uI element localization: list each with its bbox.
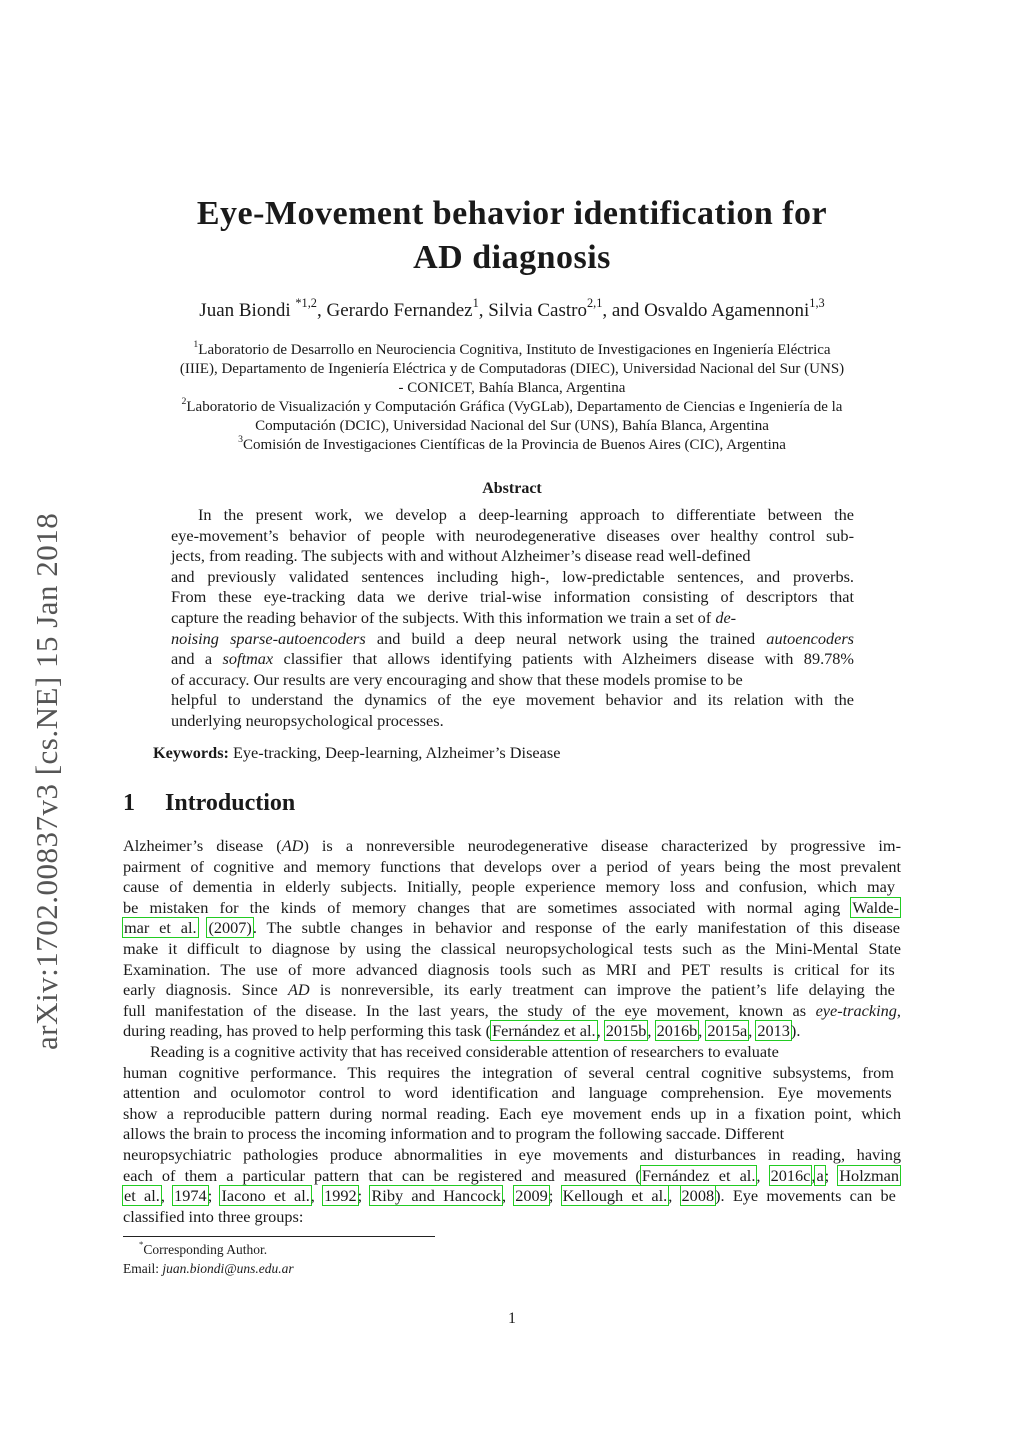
section-heading xyxy=(123,790,295,817)
citation-separator: , xyxy=(501,1186,515,1206)
citation-link[interactable]: 2016b xyxy=(656,1021,698,1041)
abstract-text: classifier that allows identifying patients with Alzheimers disease with 89.78% xyxy=(273,649,854,669)
body-emphasis: eye-tracking xyxy=(815,1000,897,1020)
section-title: Introduction xyxy=(165,790,296,816)
citation-link[interactable]: 2009 xyxy=(515,1186,548,1206)
body-line: neuropsychiatric pathologies produce abnormalities in eye movements and disturbances in reading, having xyxy=(123,1144,901,1164)
body-text: . The subtle changes in behavior and response of the early manifestation of this disease xyxy=(252,918,900,938)
citation-separator: ; xyxy=(548,1186,562,1206)
citation-link[interactable]: 2015a xyxy=(707,1021,748,1041)
citation-separator: , xyxy=(647,1021,656,1041)
abstract-line: helpful to understand the dynamics of the eye movement behavior and its relation with the xyxy=(171,690,854,710)
abstract-line: of accuracy. Our results are very encouraging and show that these models promise to be xyxy=(171,669,743,689)
citation-link[interactable]: a xyxy=(816,1165,824,1185)
affiliation-1-line-3: - CONICET, Bahía Blanca, Argentina xyxy=(398,380,626,396)
citation-separator: , xyxy=(698,1021,707,1041)
citation-link[interactable]: Holzman xyxy=(839,1165,899,1185)
author-1-affil: *1,2 xyxy=(295,295,317,310)
abstract-line: eye-movement’s behavior of people with neurodegenerative diseases over healthy control sub- xyxy=(171,525,854,545)
affiliation-1-marker: 1 xyxy=(193,338,199,350)
body-text: early diagnosis. Since xyxy=(123,980,288,1000)
body-line xyxy=(123,898,901,919)
body-line xyxy=(123,918,901,939)
abstract-emphasis: softmax xyxy=(222,649,274,669)
abstract-text: and a xyxy=(171,649,223,669)
abstract-line: underlying neuropsychological processes. xyxy=(171,710,444,730)
author-3: , Silvia Castro xyxy=(478,300,587,321)
abstract-line: In the present work, we develop a deep-learning approach to differentiate between the xyxy=(198,505,854,524)
affiliation-3 xyxy=(118,433,906,455)
body-line: attention and oculomotor control to word identification and language comprehension. Eye movements xyxy=(123,1083,892,1103)
abstract-emphasis: noising sparse-autoencoders xyxy=(171,628,366,648)
body-text: , xyxy=(896,1000,901,1020)
body-line: human cognitive performance. This requires the integration of several central cognitive subsystems, from xyxy=(123,1062,894,1082)
body-line: Reading is a cognitive activity that has received considerable attention of researchers to evaluate xyxy=(150,1041,779,1061)
citation-link[interactable]: 2013 xyxy=(757,1021,790,1041)
citation-separator: , xyxy=(811,1165,816,1185)
citation-link[interactable]: Fernández et al. xyxy=(492,1021,596,1041)
email-label: Email: xyxy=(123,1261,163,1276)
body-line xyxy=(123,836,901,857)
citation-separator: ; xyxy=(207,1186,221,1206)
citation-separator: , xyxy=(756,1165,770,1185)
affiliation-3-line-1: Comisión de Investigaciones Científicas de la Provincia de Buenos Aires (CIC), Argentina xyxy=(242,437,786,453)
citation-separator: , xyxy=(310,1186,324,1206)
body-line xyxy=(123,1001,901,1022)
abstract-line: jects, from reading. The subjects with and without Alzheimer’s disease read well-defined xyxy=(171,546,751,566)
citation-link[interactable]: Iacono et al. xyxy=(221,1186,310,1206)
citation-separator: , xyxy=(160,1186,174,1206)
email-address[interactable]: juan.biondi@uns.edu.ar xyxy=(162,1261,294,1276)
footnote-email xyxy=(123,1259,294,1278)
body-text: ). Eye movements can be xyxy=(715,1186,896,1206)
abstract-text: capture the reading behavior of the subjects. With this information we train a set of xyxy=(171,607,716,627)
title-line-2: AD diagnosis xyxy=(413,239,611,276)
abstract-heading: Abstract xyxy=(482,480,542,497)
affiliation-2-line-2: Computación (DCIC), Universidad Nacional del Sur (UNS), Bahía Blanca, Argentina xyxy=(255,418,769,434)
body-line xyxy=(123,1021,901,1042)
section-number: 1 xyxy=(123,790,135,816)
keywords-text: Eye-tracking, Deep-learning, Alzheimer’s Disease xyxy=(232,743,561,762)
page-number: 1 xyxy=(508,1310,516,1327)
body-line: allows the brain to process the incoming information and to program the following saccade. Different xyxy=(123,1124,785,1144)
body-line xyxy=(123,1186,901,1207)
body-text: full manifestation of the disease. In the last years, the study of the eye movement, known as xyxy=(123,1000,816,1020)
body-text: ). xyxy=(790,1021,801,1041)
affiliation-3-marker: 3 xyxy=(238,433,243,445)
citation-link[interactable]: Kellough et al. xyxy=(562,1186,668,1206)
body-text: Alzheimer’s disease ( xyxy=(123,836,282,855)
citation-link[interactable]: 2016c xyxy=(770,1165,811,1185)
affiliation-2 xyxy=(118,395,906,417)
citation-link[interactable]: Walde- xyxy=(852,897,899,917)
citation-separator: , xyxy=(748,1021,757,1041)
body-text: ) is a nonreversible neurodegenerative disease characterized by progressive im- xyxy=(303,836,901,855)
body-line: make it difficult to diagnose by using the classical neuropsychological tests such as the Mini-Mental State xyxy=(123,938,901,958)
abstract-line xyxy=(171,629,854,650)
citation-link[interactable]: 2008 xyxy=(681,1186,715,1206)
author-3-affil: 2,1 xyxy=(586,295,603,310)
citation-link[interactable]: 1974 xyxy=(174,1186,207,1206)
footnote-marker: * xyxy=(139,1239,144,1250)
author-1: Juan Biondi xyxy=(199,300,296,321)
body-emphasis: AD xyxy=(287,980,310,1000)
paper-title xyxy=(100,192,924,280)
citation-separator: , xyxy=(596,1021,605,1041)
footnote xyxy=(123,1240,294,1278)
affiliation-1-line-2: (IIIE), Departamento de Ingeniería Eléctrica y de Computadoras (DIEC), Universidad Nacional del Sur (UNS) xyxy=(179,361,845,377)
body-line: Examination. The use of more advanced diagnosis tools such as MRI and PET results is critical for its xyxy=(123,959,895,979)
body-line xyxy=(123,1166,901,1187)
abstract-line xyxy=(171,649,854,670)
body-text: be mistaken for the kinds of memory changes that are sometimes associated with normal aging xyxy=(123,897,852,917)
citation-separator: ; xyxy=(824,1165,839,1185)
body-text: is nonreversible, its early treatment can improve the patient’s life delaying the xyxy=(309,980,895,1000)
body-line: classified into three groups: xyxy=(123,1206,304,1226)
footnote-text: Corresponding Author. xyxy=(143,1242,268,1257)
citation-link[interactable]: 1992 xyxy=(324,1186,357,1206)
citation-link[interactable]: mar et al. xyxy=(124,918,197,938)
body-line xyxy=(123,980,901,1001)
body-text: during reading, has proved to help performing this task ( xyxy=(123,1021,492,1041)
author-4-affil: 1,3 xyxy=(809,295,825,310)
citation-link[interactable]: et al. xyxy=(124,1186,160,1206)
abstract-line: and previously validated sentences including high-, low-predictable sentences, and proverbs. xyxy=(171,566,854,586)
body-line: show a reproducible pattern during normal reading. Each eye movement ends up in a fixation point, which xyxy=(123,1103,901,1123)
body-text: each of them a particular pattern that can be registered and measured ( xyxy=(123,1165,641,1185)
citation-separator: ; xyxy=(357,1186,371,1206)
abstract-line xyxy=(171,608,854,629)
affiliations xyxy=(118,338,906,455)
abstract-emphasis: de- xyxy=(715,607,737,627)
keywords-label: Keywords: xyxy=(153,743,229,762)
citation-link[interactable]: 2015b xyxy=(605,1021,647,1041)
footnote-divider xyxy=(123,1236,435,1237)
abstract-body xyxy=(171,505,854,732)
author-4: , and Osvaldo Agamennoni xyxy=(602,300,810,321)
affiliation-1-line-1: Laboratorio de Desarrollo en Neurociencia Cognitiva, Instituto de Investigaciones en Ingeniería Eléctrica xyxy=(198,342,831,358)
introduction-body xyxy=(123,836,901,1227)
arxiv-sidebar-stamp: arXiv:1702.00837v3 [cs.NE] 15 Jan 2018 xyxy=(29,512,64,1050)
author-2: , Gerardo Fernandez xyxy=(316,300,473,321)
abstract-line: From these eye-tracking data we derive trial-wise information consisting of descriptors that xyxy=(171,587,854,607)
footnote-corresponding xyxy=(123,1240,294,1259)
affiliation-2-line-1: Laboratorio de Visualización y Computación Gráfica (VyGLab), Departamento de Ciencias e Ingeniería de la xyxy=(186,399,843,415)
citation-link[interactable]: Fernández et al. xyxy=(641,1165,756,1185)
title-line-1: Eye-Movement behavior identification for xyxy=(196,195,828,232)
affiliation-1 xyxy=(118,338,906,360)
citation-link[interactable]: (2007) xyxy=(208,918,252,938)
abstract-text: and build a deep neural network using the trained xyxy=(365,628,767,648)
body-emphasis: AD xyxy=(281,836,304,855)
body-line: cause of dementia in elderly subjects. Initially, people experience memory loss and confusion, which may xyxy=(123,877,896,897)
affiliation-2-marker: 2 xyxy=(181,395,187,407)
author-2-affil: 1 xyxy=(472,295,479,310)
author-list xyxy=(100,295,924,323)
keywords xyxy=(153,743,560,763)
abstract-emphasis: autoencoders xyxy=(766,628,855,648)
body-line: pairment of cognitive and memory functions that develops over a period of years being the most prevalent xyxy=(123,856,901,876)
citation-separator: , xyxy=(668,1186,681,1206)
citation-link[interactable]: Riby and Hancock xyxy=(371,1186,501,1206)
